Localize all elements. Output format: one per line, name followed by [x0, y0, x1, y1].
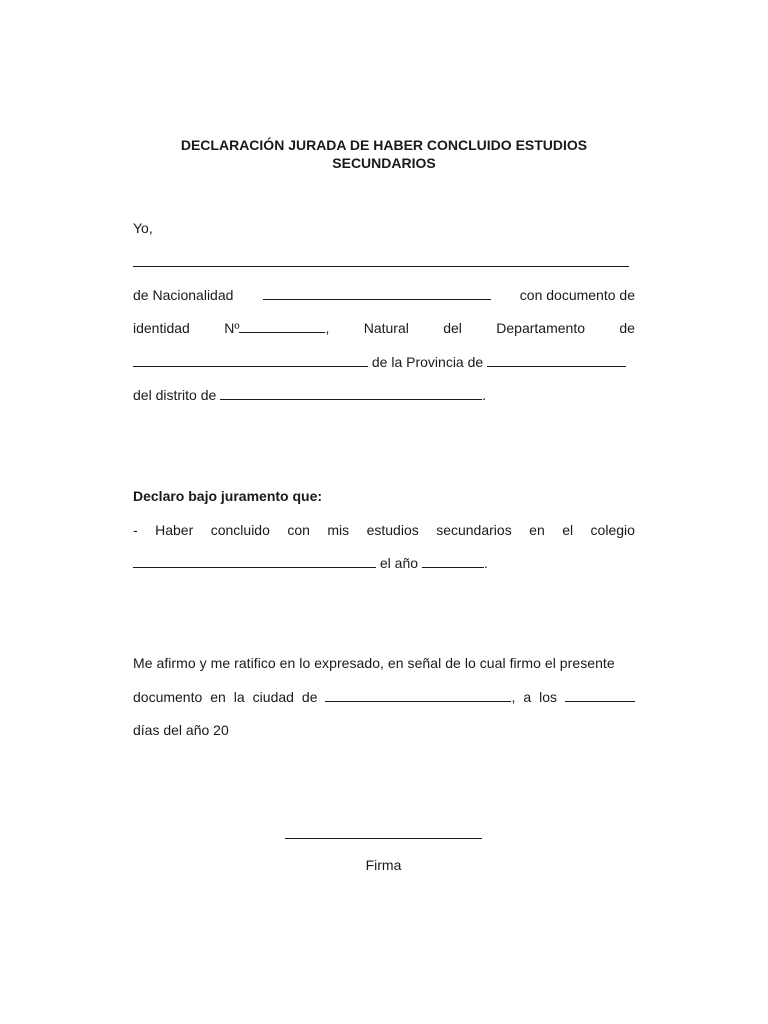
a-label: a — [523, 689, 532, 705]
province-line — [133, 352, 635, 372]
declaration-word: secundarios — [436, 522, 512, 538]
en-label: en — [210, 689, 226, 705]
el-anio-label: el año — [379, 555, 419, 571]
identity-line — [133, 318, 635, 338]
declaration-word: el — [562, 522, 574, 538]
department-blank[interactable] — [133, 352, 368, 367]
school-blank[interactable] — [133, 553, 376, 568]
con-documento-label: con documento de — [519, 287, 635, 303]
declaration-word: con — [287, 522, 310, 538]
declaration-word: colegio — [590, 522, 635, 538]
los-label: los — [539, 689, 557, 705]
name-line — [133, 252, 635, 272]
declaration-word: estudios — [366, 522, 419, 538]
natural-label: Natural — [363, 320, 409, 336]
declaration-line-2 — [133, 553, 635, 573]
declaration-word: concluido — [210, 522, 270, 538]
province-blank[interactable] — [487, 352, 626, 367]
closing-line-1: Me afirmo y me ratifico en lo expresado, en señal de lo cual firmo el presente — [133, 655, 615, 671]
name-blank[interactable] — [133, 252, 629, 267]
declaration-line-1 — [133, 520, 635, 540]
numero-label: Nº — [224, 320, 240, 336]
nacionalidad-label: de Nacionalidad — [133, 287, 234, 303]
declaration-word: - — [133, 522, 138, 538]
closing-line-3: días del año 20 — [133, 722, 229, 738]
title-line-2: SECUNDARIOS — [332, 155, 436, 171]
document-number-group — [224, 318, 329, 338]
del-label: del — [443, 320, 462, 336]
signature-label: Firma — [365, 857, 402, 873]
de-label: de — [301, 689, 318, 705]
period: . — [482, 387, 487, 403]
de-label: de — [619, 320, 635, 336]
declaration-word: en — [529, 522, 545, 538]
la-label: la — [233, 689, 245, 705]
ciudad-label: ciudad — [252, 689, 294, 705]
identidad-label: identidad — [133, 320, 190, 336]
document-number-blank[interactable] — [239, 318, 325, 333]
de-la-provincia-label: de la Provincia de — [371, 354, 484, 370]
declaration-heading: Declaro bajo juramento que: — [133, 488, 323, 504]
intro-line — [133, 218, 635, 238]
comma: , — [325, 320, 330, 336]
city-group — [325, 687, 515, 707]
document-title — [133, 136, 635, 172]
declaration-word: mis — [327, 522, 350, 538]
nationality-line — [133, 285, 635, 305]
closing-line-2 — [133, 687, 635, 707]
comma: , — [511, 689, 516, 705]
nationality-blank[interactable] — [263, 285, 491, 300]
del-distrito-label: del distrito de — [133, 387, 217, 403]
declaration-word: Haber — [155, 522, 194, 538]
year-blank[interactable] — [422, 553, 484, 568]
documento-label: documento — [133, 689, 203, 705]
title-line-1: DECLARACIÓN JURADA DE HABER CONCLUIDO ESTUDIOS — [180, 137, 588, 153]
city-blank[interactable] — [325, 687, 511, 702]
yo-label: Yo, — [133, 220, 153, 236]
departamento-label: Departamento — [496, 320, 585, 336]
days-blank[interactable] — [565, 687, 635, 702]
signature-line[interactable] — [285, 837, 482, 839]
period: . — [483, 555, 488, 571]
district-blank[interactable] — [220, 385, 482, 400]
district-line — [133, 385, 635, 405]
